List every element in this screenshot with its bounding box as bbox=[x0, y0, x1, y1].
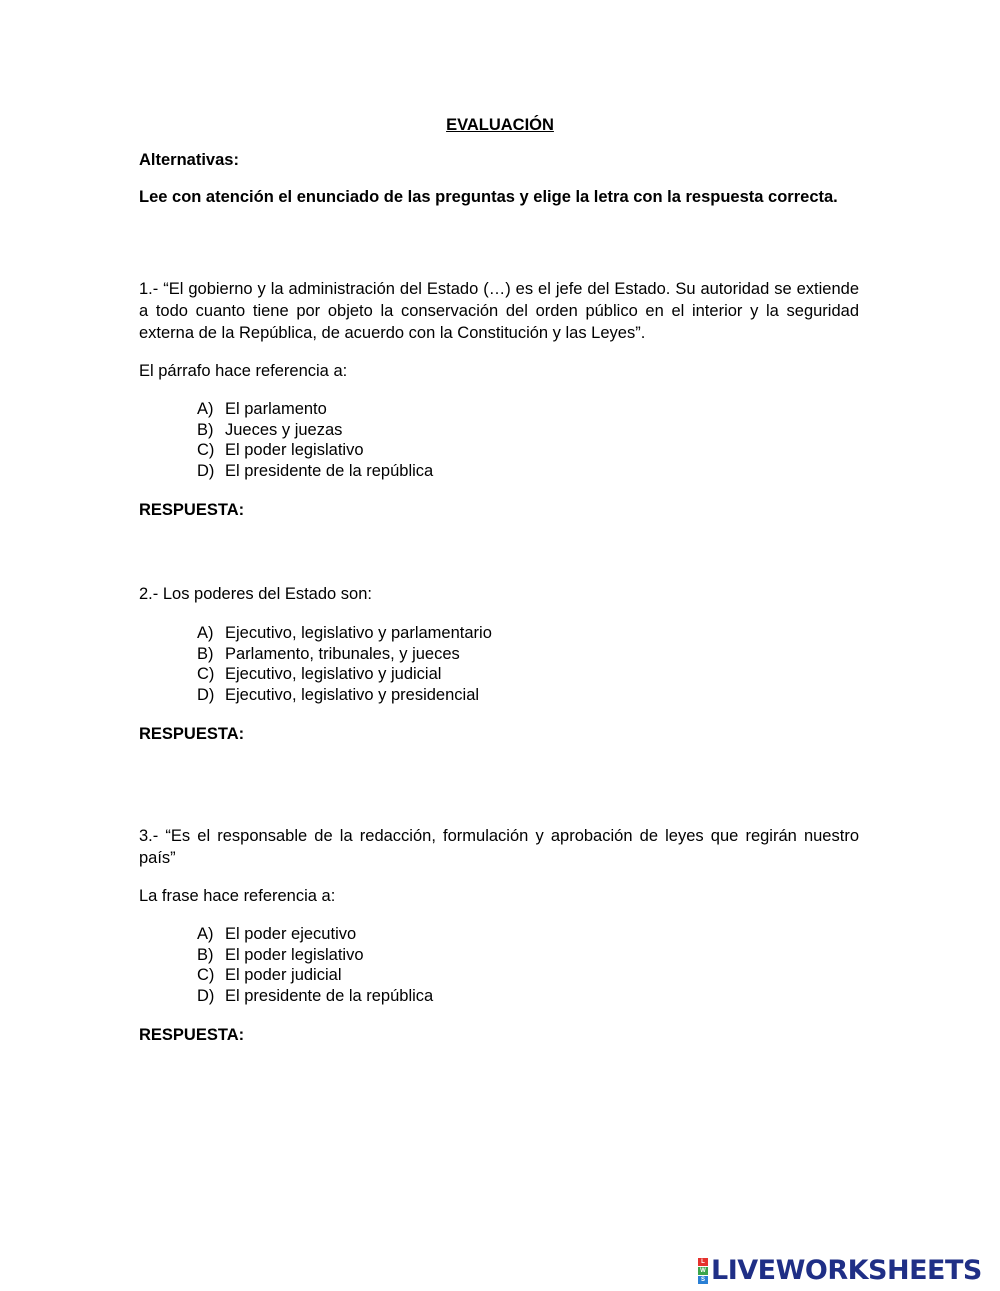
option-letter: C) bbox=[197, 966, 215, 984]
option-letter: D) bbox=[197, 986, 215, 1005]
option-letter: A) bbox=[197, 624, 214, 642]
question-prompt: El párrafo hace referencia a: bbox=[139, 362, 348, 380]
option-letter: C) bbox=[197, 665, 215, 683]
option-c bbox=[197, 965, 859, 986]
option-text: El poder legislativo bbox=[225, 441, 364, 459]
option-text: El parlamento bbox=[225, 400, 327, 418]
option-letter: D) bbox=[197, 461, 215, 480]
answer-label: RESPUESTA: bbox=[139, 725, 245, 743]
question-2 bbox=[139, 583, 859, 744]
section-subheading: Alternativas: bbox=[139, 151, 239, 169]
answer-label: RESPUESTA: bbox=[139, 1026, 245, 1044]
option-d bbox=[197, 461, 859, 482]
answer-label: RESPUESTA: bbox=[139, 501, 245, 519]
liveworksheets-logo bbox=[698, 1255, 982, 1286]
option-c bbox=[197, 664, 859, 685]
logo-blocks-icon bbox=[698, 1258, 708, 1284]
option-letter: B) bbox=[197, 644, 214, 663]
option-text: El poder legislativo bbox=[225, 945, 364, 964]
option-a bbox=[197, 399, 859, 420]
option-text: El presidente de la república bbox=[225, 461, 434, 480]
option-letter: A) bbox=[197, 400, 214, 418]
option-b bbox=[197, 420, 859, 441]
logo-text: LIVEWORKSHEETS bbox=[711, 1255, 982, 1286]
option-letter: B) bbox=[197, 420, 214, 439]
question-text: 2.- Los poderes del Estado son: bbox=[139, 585, 372, 603]
option-letter: C) bbox=[197, 441, 215, 459]
question-text: 3.- “Es el responsable de la redacción, formulación y aprobación de leyes que regirán nuestro país” bbox=[139, 827, 859, 867]
question-1 bbox=[139, 278, 859, 520]
instructions-text: Lee con atención el enunciado de las preguntas y elige la letra con la respuesta correcta. bbox=[139, 188, 838, 206]
option-text: El poder judicial bbox=[225, 966, 342, 984]
option-c bbox=[197, 440, 859, 461]
option-text: Jueces y juezas bbox=[225, 420, 343, 439]
option-letter: A) bbox=[197, 925, 214, 943]
options-list bbox=[139, 399, 859, 481]
option-d bbox=[197, 986, 859, 1007]
question-prompt: La frase hace referencia a: bbox=[139, 887, 336, 905]
option-text: Parlamento, tribunales, y jueces bbox=[225, 644, 460, 663]
options-list bbox=[139, 924, 859, 1006]
option-b bbox=[197, 945, 859, 966]
logo-block: W bbox=[698, 1267, 708, 1275]
option-text: Ejecutivo, legislativo y parlamentario bbox=[225, 624, 492, 642]
option-text: Ejecutivo, legislativo y judicial bbox=[225, 665, 442, 683]
option-letter: D) bbox=[197, 685, 215, 704]
option-d bbox=[197, 685, 859, 706]
option-a bbox=[197, 924, 859, 945]
logo-block: L bbox=[698, 1258, 708, 1266]
option-text: El poder ejecutivo bbox=[225, 925, 357, 943]
option-letter: B) bbox=[197, 945, 214, 964]
question-3 bbox=[139, 825, 859, 1045]
option-b bbox=[197, 644, 859, 665]
option-text: El presidente de la república bbox=[225, 986, 434, 1005]
options-list bbox=[139, 623, 859, 705]
option-a bbox=[197, 623, 859, 644]
option-text: Ejecutivo, legislativo y presidencial bbox=[225, 685, 480, 704]
logo-block: S bbox=[698, 1276, 708, 1284]
page-title: EVALUACIÓN bbox=[446, 116, 554, 134]
question-text: 1.- “El gobierno y la administración del Estado (…) es el jefe del Estado. Su autoridad se extiende a todo cuanto tiene por objeto la conservación del orden público en el interior y la seguridad externa de la República, de acuerdo con la Constitución y las Leyes”. bbox=[139, 280, 859, 342]
